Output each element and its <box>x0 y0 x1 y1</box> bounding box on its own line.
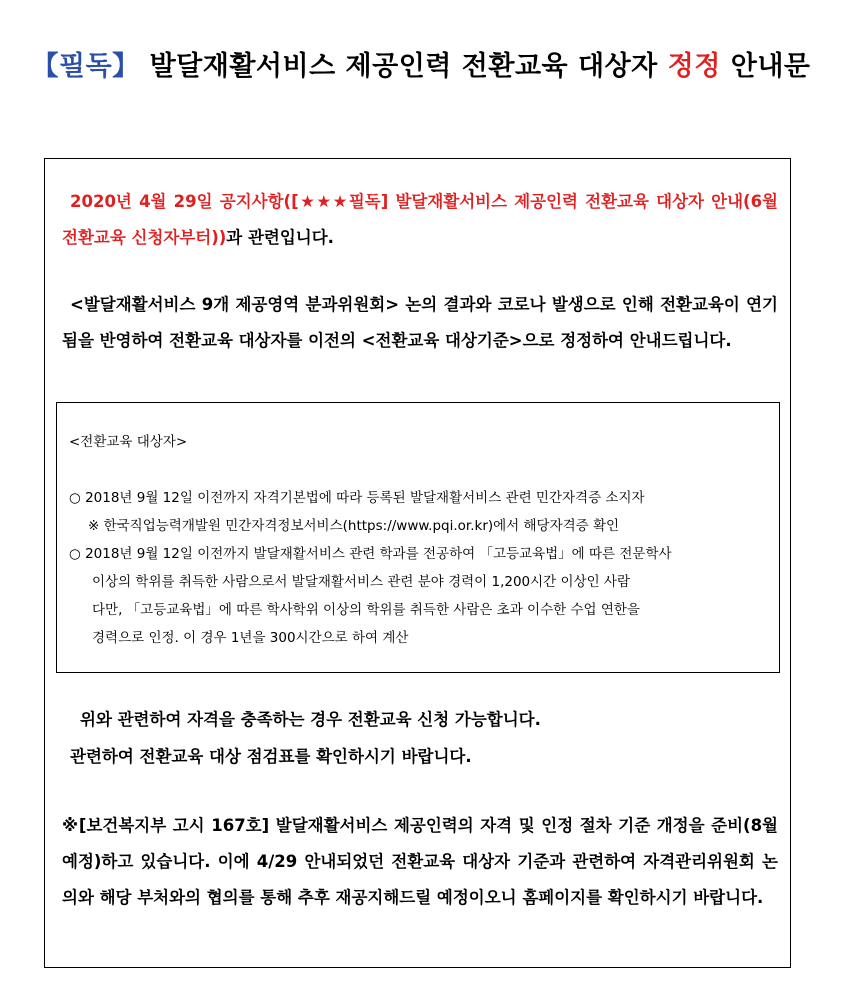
criteria-item-1: ○ 2018년 9월 12일 이전까지 자격기본법에 따라 등록된 발달재활서비스 관련 민간자격증 소지자 <box>69 490 645 506</box>
reference-tail-text: 과 관련입니다. <box>226 228 334 247</box>
title-highlight: 정정 <box>667 51 721 82</box>
reference-paragraph <box>62 184 778 256</box>
reference-red-text: 2020년 4월 29일 공지사항([★★★필독] 발달재활서비스 제공인력 전환교육 대상자 안내(6월 전환교육 신청자부터)) <box>62 192 778 247</box>
criteria-item-2-line-2: 이상의 학위를 취득한 사람으로서 발달재활서비스 관련 분야 경력이 1,200시간 이상인 사람 <box>92 574 630 590</box>
criteria-item-1-note: ※ 한국직업능력개발원 민간자격정보서비스(https://www.pqi.or.kr)에서 해당자격증 확인 <box>88 518 620 534</box>
closing-line-2: 관련하여 전환교육 대상 점검표를 확인하시기 바랍니다. <box>70 747 472 766</box>
title-suffix: 안내문 <box>730 51 811 82</box>
future-notice-paragraph: ※[보건복지부 고시 167호] 발달재활서비스 제공인력의 자격 및 인정 절차 기준 개정을 준비(8월 예정)하고 있습니다. 이에 4/29 안내되었던 전환교육 대상자 기준과 관련하여 자격관리위원회 논의와 해당 부처와의 협의를 통해 추후 재공지해드릴 예정이오니 홈페이지를 확인하시기 바랍니다. <box>62 816 778 907</box>
closing-line-1: 위와 관련하여 자격을 충족하는 경우 전환교육 신청 가능합니다. <box>80 710 541 729</box>
title-main: 발달재활서비스 제공인력 전환교육 대상자 <box>149 51 658 82</box>
page-title <box>0 44 842 83</box>
criteria-item-2-line-1: ○ 2018년 9월 12일 이전까지 발달재활서비스 관련 학과를 전공하여 「고등교육법」에 따른 전문학사 <box>69 546 672 562</box>
criteria-item-2-line-4: 경력으로 인정. 이 경우 1년을 300시간으로 하여 계산 <box>92 630 409 646</box>
criteria-item-2-line-3: 다만, 「고등교육법」에 따른 학사학위 이상의 학위를 취득한 사람은 초과 이수한 수업 연한을 <box>92 602 640 618</box>
correction-paragraph: <발달재활서비스 9개 제공영역 분과위원회> 논의 결과와 코로나 발생으로 인해 전환교육이 연기됨을 반영하여 전환교육 대상자를 이전의 <전환교육 대상기준>으로 정정하여 안내드립니다. <box>62 295 778 350</box>
criteria-heading: <전환교육 대상자> <box>69 434 188 450</box>
title-prefix: 【필독】 <box>31 51 140 82</box>
